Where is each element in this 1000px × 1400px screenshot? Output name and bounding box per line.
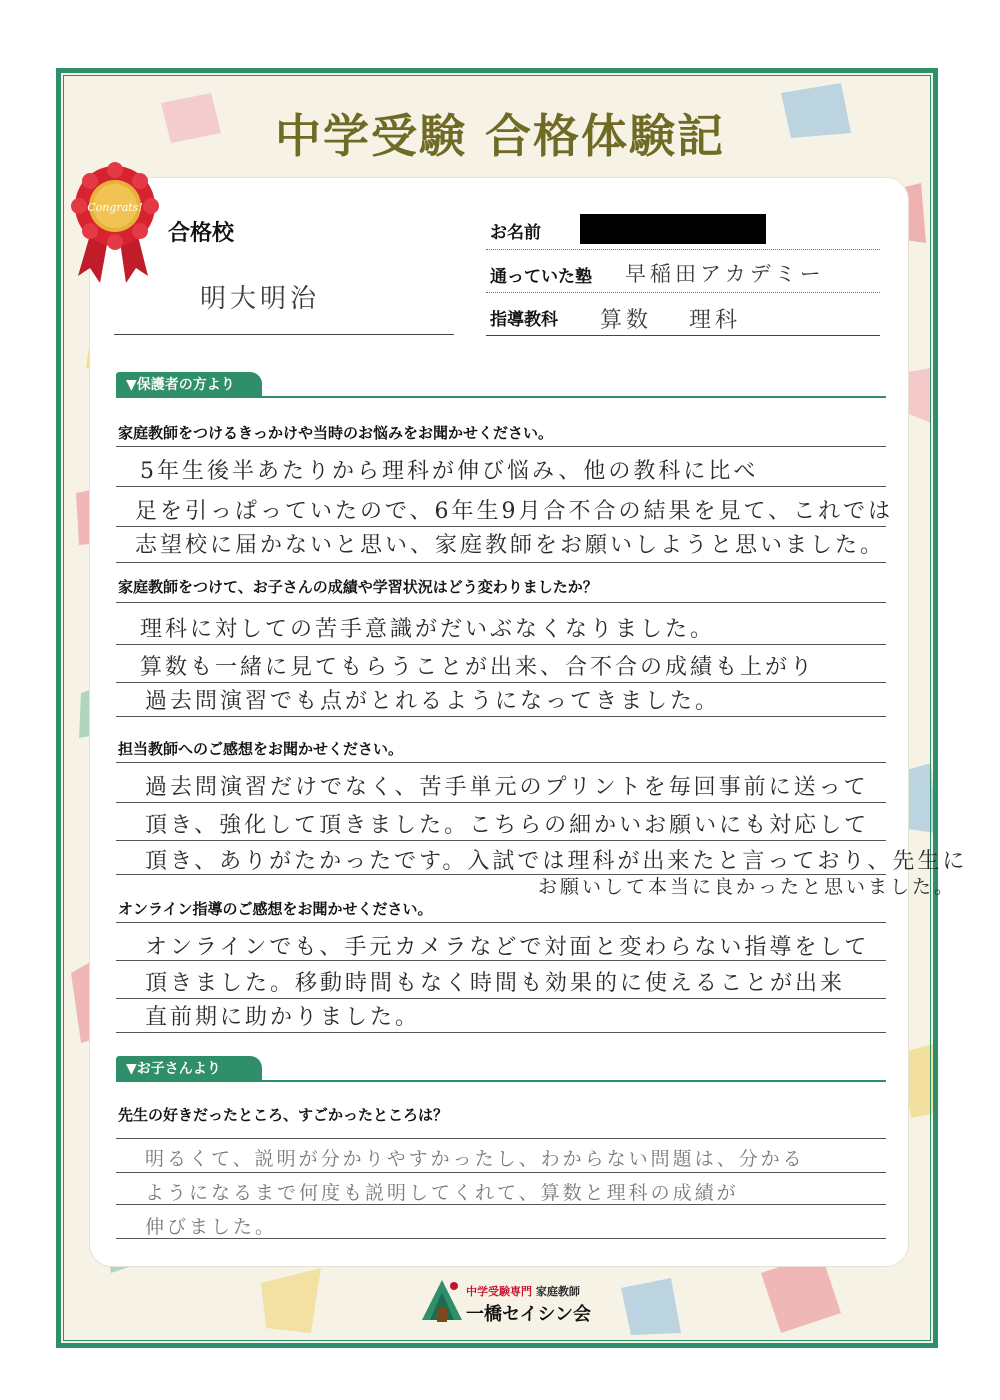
parent-answer-4-line-2: 頂きました。移動時間もなく時間も効果的に使えることが出来 [145, 971, 846, 996]
answer-rule [116, 1172, 886, 1173]
answer-rule [116, 802, 886, 803]
tree-logo-icon [420, 1278, 464, 1324]
cram-school-divider [486, 292, 880, 293]
parent-answer-3-line-4: お願いして本当に良かったと思いました。 [538, 876, 957, 898]
parent-answer-3-line-3: 頂き、ありがたかったです。入試では理科が出来たと言っており、先生に [145, 849, 968, 874]
answer-rule [116, 840, 886, 841]
page-title: 中学受験 合格体験記 [274, 109, 725, 163]
subject-value: 算数 理科 [600, 308, 741, 333]
child-section-tag: ▼お子さんより [116, 1056, 262, 1082]
answer-rule [116, 998, 886, 999]
congrats-rosette-icon [70, 158, 160, 288]
child-question-1: 先生の好きだったところ、すごかったところは？ [118, 1106, 449, 1124]
answer-rule [116, 716, 886, 717]
child-answer-1-line-1: 明るくて、説明が分かりやすかったし、わからない問題は、分かる [145, 1148, 805, 1170]
subject-underline [486, 335, 880, 336]
parent-answer-2-line-2: 算数も一緒に見てもらうことが出来、合不合の成績も上がり [140, 655, 816, 680]
answer-rule [116, 1238, 886, 1239]
answer-rule [116, 1138, 886, 1139]
answer-rule [116, 446, 886, 447]
parent-question-1: 家庭教師をつけるきっかけや当時のお悩みをお聞かせください。 [118, 424, 554, 442]
school-underline [114, 334, 454, 335]
answer-rule [116, 960, 886, 961]
content-card [90, 178, 908, 1266]
subject-label: 指導教科 [490, 310, 558, 330]
parent-answer-2-line-3: 過去問演習でも点がとれるようになってきました。 [145, 689, 721, 714]
answer-rule [116, 486, 886, 487]
answer-rule [116, 602, 886, 603]
footer-subtitle-specialty: 中学受験専門 [466, 1285, 532, 1298]
child-answer-1-line-2: ようになるまで何度も説明してくれて、算数と理科の成績が [145, 1182, 739, 1204]
child-answer-1-line-3: 伸びました。 [145, 1216, 278, 1238]
parent-question-2: 家庭教師をつけて、お子さんの成績や学習状況はどう変わりましたか？ [118, 578, 598, 596]
answer-rule [116, 762, 886, 763]
answer-rule [116, 1204, 886, 1205]
parent-answer-4-line-1: オンラインでも、手元カメラなどで対面と変わらない指導をして [145, 935, 870, 960]
footer-brand: 一橋セイシン会 [466, 1304, 592, 1325]
footer-subtitle-tutor: 家庭教師 [535, 1285, 580, 1298]
parent-answer-2-line-1: 理科に対しての苦手意識がだいぶなくなりました。 [140, 617, 716, 642]
school-label: 合格校 [168, 221, 235, 246]
rosette-label: Congrats! [87, 201, 143, 214]
answer-rule [116, 682, 886, 683]
school-value: 明大明治 [200, 284, 321, 314]
answer-rule [116, 922, 886, 923]
parent-section-tag: ▼保護者の方より [116, 372, 262, 398]
parent-answer-1-line-2: 足を引っぱっていたので、6年生9月合不合の結果を見て、これでは [135, 499, 894, 524]
parent-question-3: 担当教師へのご感想をお聞かせください。 [118, 740, 404, 758]
name-label: お名前 [490, 223, 541, 243]
answer-rule [116, 562, 886, 563]
cram-school-value: 早稲田アカデミー [625, 262, 825, 286]
name-divider [486, 249, 880, 250]
answer-rule [116, 526, 886, 527]
parent-question-4: オンライン指導のご感想をお聞かせください。 [118, 900, 433, 918]
parent-answer-4-line-3: 直前期に助かりました。 [145, 1005, 421, 1030]
answer-rule [116, 1032, 886, 1033]
parent-answer-3-line-1: 過去問演習だけでなく、苦手単元のプリントを毎回事前に送って [145, 775, 869, 800]
child-section-rule [116, 1080, 886, 1082]
cram-school-label: 通っていた塾 [490, 267, 592, 287]
parent-section-rule [116, 396, 886, 398]
parent-answer-1-line-1: 5年生後半あたりから理科が伸び悩み、他の教科に比べ [140, 459, 759, 484]
name-redaction [580, 214, 766, 244]
parent-answer-3-line-2: 頂き、強化して頂きました。こちらの細かいお願いにも対応して [145, 813, 870, 838]
answer-rule [116, 644, 886, 645]
parent-answer-1-line-3: 志望校に届かないと思い、家庭教師をお願いしようと思いました。 [135, 533, 886, 558]
footer-subtitle [466, 1283, 580, 1299]
